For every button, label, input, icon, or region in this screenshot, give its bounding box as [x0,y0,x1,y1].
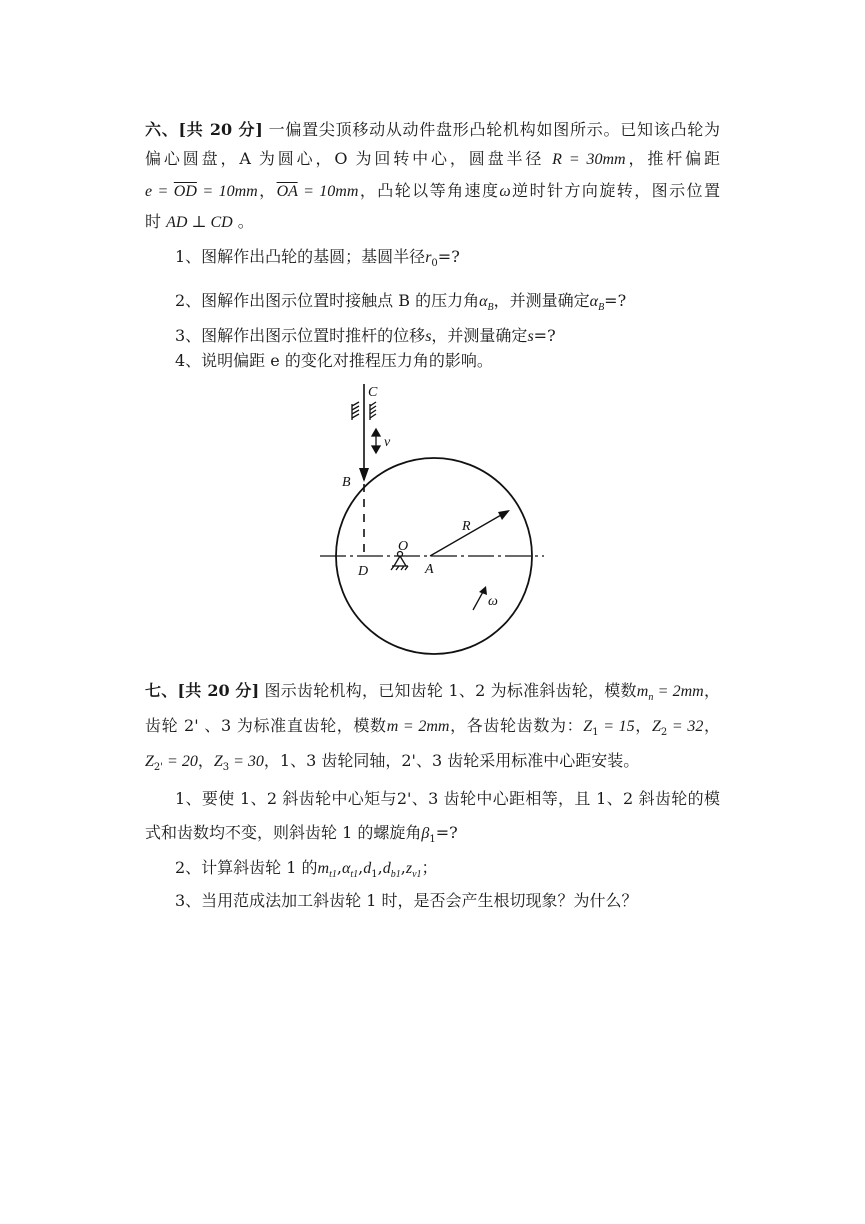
q6-text: ，凸轮以等角速度 [358,181,500,200]
q6-text: 偏心圆盘，A 为圆心，O 为回转中心，圆盘半径 [145,149,553,168]
q6-text: ，推杆偏距 [625,149,720,168]
cam-mechanism-figure [312,380,552,655]
subscript: 2 [660,727,668,739]
pressure-angle-symbol: α [589,293,599,310]
velocity-arrow-icon [372,429,380,453]
radius-arrow-icon [498,510,510,520]
symbol-db: d [382,860,391,877]
subscript: 1 [592,727,599,739]
offset-value: = 10mm [196,183,258,200]
label-b: B [342,475,351,490]
q6-header: 六、[共 20 分] [145,120,263,139]
q6-item-1 [175,246,720,275]
q7-text: =? [435,823,458,842]
q6-item-text: =? [437,247,460,266]
teeth-value: = 20 [163,753,198,770]
q7-item-2 [175,857,720,886]
q7-line-2 [145,715,720,744]
q6-item-3 [175,325,720,348]
subscript: 0 [431,258,438,270]
label-omega: ω [488,594,498,609]
symbol-d: d [363,860,372,877]
follower-tip [359,468,369,482]
displacement-symbol: s [425,328,432,345]
symbol-m: m [317,860,330,877]
q6-line-4 [145,211,720,234]
q6-text: 。 [232,212,254,231]
subscript: 2' [153,762,164,774]
base-radius-symbol: r [425,249,432,266]
subscript: b1 [390,869,401,881]
segment-od: $\overline{OD}$ [173,183,197,200]
q6-item-2 [175,290,720,319]
segment-oa: $\overline{OA}$ [276,183,298,200]
q7-text: ， [634,716,652,735]
q6-item-text: 3、图解作出图示位置时推杆的位移 [175,326,426,345]
symbol-alpha: α [341,860,351,877]
subscript: t1 [329,869,337,881]
offset-symbol: e = [145,183,174,200]
displacement-symbol: s [527,328,534,345]
pressure-angle-symbol: α [479,293,488,310]
q7-item-1-line-2 [145,822,720,851]
q6-item-text: 2、图解作出图示位置时接触点 B 的压力角 [175,291,480,310]
subscript: n [648,692,654,704]
label-v: v [384,435,391,450]
label-a: A [425,562,434,577]
module-formula: m = 2mm [386,718,450,735]
subscript: B [487,302,494,314]
comma: , [400,858,406,877]
q7-text: ，1、3 齿轮同轴，2'、3 齿轮采用标准中心距安装。 [263,751,640,770]
omega-arrow-icon [479,586,487,595]
teeth-value: = 32 [667,718,704,735]
subscript: t1 [350,869,359,881]
perpendicular-condition: AD ⊥ CD [166,214,233,231]
subscript: v1 [412,869,422,881]
label-r: R [462,519,471,534]
q6-item-text: =? [533,326,556,345]
subscript: 1 [371,869,378,881]
subscript: B [598,302,605,314]
teeth-symbol: Z [583,718,593,735]
q6-item-text: =? [604,291,627,310]
label-o: O [398,539,409,554]
q7-item-text: 2、计算斜齿轮 1 的 [175,858,318,877]
q6-item-text: 1、图解作出凸轮的基圆；基圆半径 [175,247,426,266]
q7-line-3 [145,750,720,779]
q7-text: ， [703,681,720,700]
q7-text: 齿轮 2' 、3 为标准直齿轮，模数 [145,716,387,735]
q6-item-4: 4、说明偏距 e 的变化对推程压力角的影响。 [175,351,493,370]
teeth-symbol: Z [145,753,154,770]
q7-line-1 [145,680,720,709]
omega-symbol: ω [499,183,511,200]
helix-angle-symbol: β [421,825,430,842]
symbol-zv: z [405,860,413,877]
subscript: 1 [429,834,436,846]
comma: , [336,858,342,877]
q7-item-1-line-1: 1、要使 1、2 斜齿轮中心矩与2'、3 齿轮中心距相等，且 1、2 斜齿轮的模 [175,789,720,808]
teeth-value: = 30 [229,753,264,770]
pivot-support-icon [391,552,408,571]
label-d: D [358,564,369,579]
q6-text: ， [257,181,277,200]
q7-text: 图示齿轮机构，已知齿轮 1、2 为标准斜齿轮，模数 [259,681,637,700]
oa-value: = 10mm [297,183,359,200]
comma: , [358,858,364,877]
q7-text: ， [197,751,214,770]
q6-item-text: ，并测量确定 [431,326,528,345]
q7-text: ， [703,716,720,735]
q7-text: 式和齿数均不变，则斜齿轮 1 的螺旋角 [145,823,422,842]
teeth-value: = 15 [598,718,635,735]
subscript: 3 [222,762,230,774]
teeth-symbol: Z [213,753,223,770]
module-value: = 2mm [653,683,704,700]
q6-line-3 [145,180,720,203]
q7-header: 七、[共 20 分] [145,681,260,700]
q7-item-3: 3、当用范成法加工斜齿轮 1 时，是否会产生根切现象？为什么？ [175,891,638,910]
q6-text: 逆时针方向旋转，图示位置 [510,181,720,200]
q6-line-1 [145,119,720,141]
comma: , [377,858,383,877]
q6-text: 时 [145,212,167,231]
q6-intro-text: 一偏置尖顶移动从动件盘形凸轮机构如图所示。已知该凸轮为 [262,120,720,139]
q7-text: ，各齿轮齿数为： [449,716,584,735]
q6-item-text: ，并测量确定 [493,291,590,310]
q6-line-2 [145,148,720,171]
teeth-symbol: Z [651,718,661,735]
module-symbol: m [636,683,649,700]
q7-item-text: ； [421,858,438,877]
radius-formula: R = 30mm [552,151,626,168]
label-c: C [368,385,378,400]
